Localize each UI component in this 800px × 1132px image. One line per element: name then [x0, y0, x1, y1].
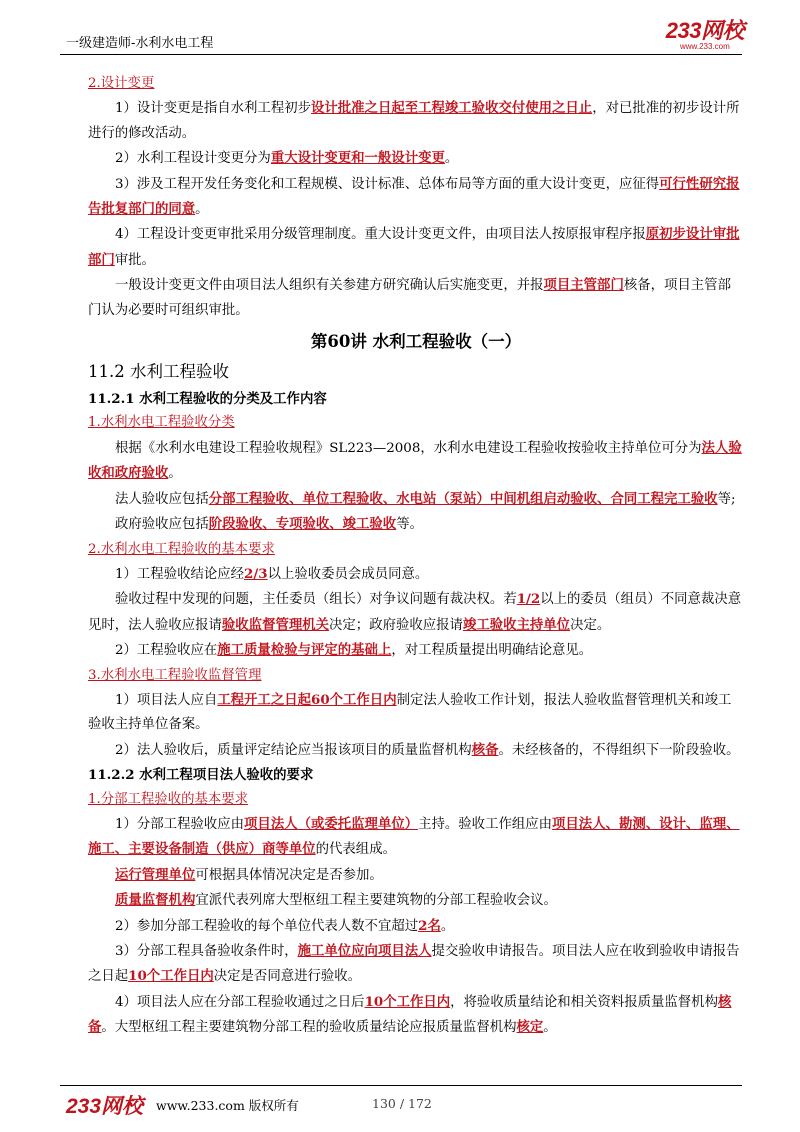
highlight: 10个工作日内	[364, 993, 451, 1010]
section-title-design-change: 2.设计变更	[88, 76, 155, 91]
highlight: 运行管理单位	[115, 866, 196, 883]
paragraph: 验收过程中发现的问题，主任委员（组长）对争议问题有裁决权。若1/2以上的委员（组员）不同意裁决意见时，法人验收应报请验收监督管理机关决定；政府验收应报请竣工验收主持单位决定。	[88, 591, 742, 633]
section-title-supervision: 3.水利水电工程验收监督管理	[88, 667, 262, 683]
highlight: 项目法人（或委托监理单位）	[244, 815, 419, 832]
footer-divider	[60, 1085, 742, 1086]
paragraph: 2）参加分部工程验收的每个单位代表人数不宜超过2名。	[115, 917, 455, 934]
paragraph: 4）项目法人应在分部工程验收通过之日后10个工作日内，将验收质量结论和相关资料报质量监督机构核备。大型枢纽工程主要建筑物分部工程的验收质量结论应报质量监督机构核定。	[88, 993, 732, 1036]
paragraph: 2）水利工程设计变更分为重大设计变更和一般设计变更。	[115, 150, 459, 167]
paragraph: 法人验收应包括分部工程验收、单位工程验收、水电站（泵站）中间机组启动验收、合同工程完工验收等;	[115, 490, 736, 507]
paragraph: 3）分部工程具备验收条件时，施工单位应向项目法人提交验收申请报告。项目法人应在收到验收申请报告之日起10个工作日内决定是否同意进行验收。	[88, 943, 740, 985]
highlight: 施工质量检验与评定的基础上	[217, 642, 392, 659]
paragraph: 2）工程验收应在施工质量检验与评定的基础上，对工程质量提出明确结论意见。	[115, 642, 593, 659]
highlight: 1/2	[516, 591, 541, 608]
highlight: 工程开工之日起60个工作日内	[217, 691, 397, 708]
page-number: 130 / 172	[372, 1096, 432, 1111]
paragraph: 运行管理单位可根据具体情况决定是否参加。	[115, 866, 383, 883]
highlight: 施工单位应向项目法人	[297, 943, 432, 959]
page-content	[88, 72, 744, 1041]
highlight: 原初步设计审批部门	[88, 226, 740, 268]
paragraph: 质量监督机构宜派代表列席大型枢纽工程主要建筑物的分部工程验收会议。	[115, 892, 557, 909]
paragraph: 2）法人验收后，质量评定结论应当报该项目的质量监督机构核备。未经核备的，不得组织下一阶段验收。	[115, 741, 740, 758]
section-title-division-acceptance: 1.分部工程验收的基本要求	[88, 791, 249, 807]
paragraph: 1）项目法人应自工程开工之日起60个工作日内制定法人验收工作计划，报法人验收监督管理机关和竣工验收主持单位备案。	[88, 691, 732, 733]
logo-text: 233网校	[665, 18, 744, 43]
paragraph: 1）分部工程验收应由项目法人（或委托监理单位）主持。验收工作组应由项目法人、勘测、设计、监理、施工、主要设备制造（供应）商等单位的代表组成。	[88, 815, 740, 858]
highlight: 竣工验收主持单位	[462, 616, 571, 633]
highlight: 核定	[516, 1019, 544, 1036]
highlight: 重大设计变更和一般设计变更	[270, 150, 445, 167]
subsection-heading: 11.2.1 水利工程验收的分类及工作内容	[88, 391, 327, 408]
footer-logo: 233网校	[66, 1095, 144, 1118]
highlight: 质量监督机构	[115, 892, 196, 909]
highlight: 2名	[418, 917, 441, 934]
highlight: 核备	[471, 741, 499, 758]
subsection-heading: 11.2.2 水利工程项目法人验收的要求	[88, 767, 314, 784]
paragraph: 1）设计变更是指自水利工程初步设计批准之日起至工程竣工验收交付使用之日止，对已批准的初步设计所进行的修改活动。	[88, 100, 740, 141]
paragraph: 根据《水利水电建设工程验收规程》SL223—2008，水利水电建设工程验收按验收主持单位可分为法人验收和政府验收。	[88, 439, 742, 482]
paragraph: 一般设计变更文件由项目法人组织有关参建方研究确认后实施变更，并报项目主管部门核备，项目主管部门认为必要时可组织审批。	[88, 277, 731, 318]
highlight: 项目主管部门	[543, 277, 624, 294]
highlight: 设计批准之日起至工程竣工验收交付使用之日止	[311, 100, 593, 117]
logo-url: www.233.com	[679, 42, 730, 51]
paragraph: 3）涉及工程开发任务变化和工程规模、设计标准、总体布局等方面的重大设计变更，应征得可行性研究报告批复部门的同意。	[88, 175, 740, 218]
header-divider	[60, 54, 742, 55]
section-heading: 11.2 水利工程验收	[88, 362, 229, 382]
paragraph: 4）工程设计变更审批采用分级管理制度。重大设计变更文件，由项目法人按原报审程序报原初步设计审批部门审批。	[88, 226, 740, 268]
highlight: 10个工作日内	[128, 968, 214, 985]
highlight: 核备	[88, 993, 732, 1036]
highlight: 可行性研究报告批复部门的同意	[88, 175, 740, 218]
paragraph: 1）工程验收结论应经2/3以上验收委员会成员同意。	[115, 565, 429, 582]
paragraph: 政府验收应包括阶段验收、专项验收、竣工验收等。	[115, 516, 423, 533]
highlight: 验收监督管理机关	[221, 616, 330, 633]
highlight: 分部工程验收、单位工程验收、水电站（泵站）中间机组启动验收、合同工程完工验收	[208, 490, 718, 507]
highlight: 法人验收和政府验收	[88, 439, 742, 482]
highlight: 2/3	[244, 565, 268, 582]
footer-copyright: www.233.com 版权所有	[156, 1098, 299, 1113]
chapter-title: 第60讲 水利工程验收（一）	[310, 332, 522, 352]
highlight: 项目法人、勘测、设计、监理、施工、主要设备制造（供应）商等单位	[88, 815, 740, 858]
highlight: 阶段验收、专项验收、竣工验收	[208, 516, 397, 533]
section-title-basic-requirements: 2.水利水电工程验收的基本要求	[88, 541, 275, 557]
section-title-classification: 1.水利水电工程验收分类	[88, 415, 235, 431]
document-header-title: 一级建造师-水利水电工程	[66, 36, 214, 51]
brand-logo	[666, 20, 744, 51]
